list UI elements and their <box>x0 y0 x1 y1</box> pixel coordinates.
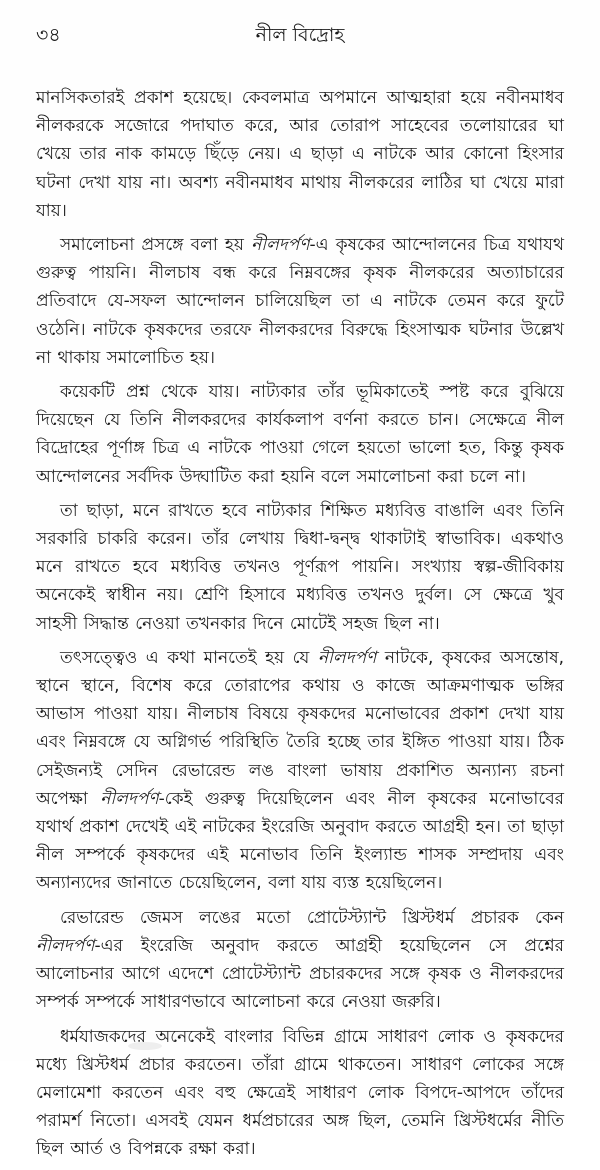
paragraph-p6 <box>36 904 564 1017</box>
text-run: সমালোচনা প্রসঙ্গে বলা হয় <box>60 235 252 256</box>
text-run: তা ছাড়া, মনে রাখতে হবে নাট্যকার শিক্ষিত মধ্যবিত্ত বাঙালি এবং তিনি সরকারি চাকরি করেন। তাঁর লেখায় দ্বিধা-দ্বন্দ্ব থাকাটাই স্বাভাবিক। একথাও মনে রাখতে হবে মধ্যবিত্ত তখনও পূর্ণরূপ পায়নি। সংখ্যায় স্বল্প-জীবিকায় অনেকেই স্বাধীন নয়। শ্রেণি হিসাবে মধ্যবিত্ত তখনও দুর্বল। সে ক্ষেত্রে খুব সাহসী সিদ্ধান্ত নেওয়া তখনকার দিনে মোটেই সহজ ছিল না। <box>36 500 564 634</box>
paragraph-p2 <box>36 231 564 372</box>
paragraph-p3 <box>36 378 564 491</box>
page-header <box>36 20 564 50</box>
text-run: -এ কৃষকের আন্দোলনের চিত্র যথাযথ গুরুত্ব পায়নি। নীলচাষ বন্ধ করে নিম্নবঙ্গের কৃষক নীলকরের অত্যাচারের প্রতিবাদে যে-সফল আন্দোলন চালিয়েছিল তা এ নাটকে তেমন করে ফুটে ওঠেনি। নাটকে কৃষকদের তরফে নীলকরদের বিরুদ্ধে হিংসাত্মক ঘটনার উল্লেখ না থাকায় সমালোচিত হয়। <box>36 235 564 368</box>
text-run: -কেই গুরুত্ব দিয়েছিলেন এবং নীল কৃষকের মনোভাবের যথার্থ প্রকাশ দেখেই এই নাটকের ইংরেজি অনুবাদ করতে আগ্রহী হন। তা ছাড়া নীল সম্পর্কে কৃষকদের এই মনোভাব তিনি ইংল্যান্ড শাসক সম্প্রদায় এবং অন্যান্যদের জানাতে চেয়েছিলেন, বলা যায় ব্যস্ত হয়েছিলেন। <box>36 788 565 894</box>
italic-title-run: নীলদর্পণ <box>317 647 377 668</box>
paragraph-p7 <box>36 1023 564 1164</box>
text-run: তৎসত্ত্বেও এ কথা মানতেই হয় যে <box>60 647 318 668</box>
page-number: ৩৪ <box>36 24 61 46</box>
paragraph-p5 <box>36 644 564 898</box>
paragraph-p1 <box>36 84 564 225</box>
paper-smudge <box>128 1042 162 1050</box>
italic-title-run: নীলদর্পণ <box>251 235 310 256</box>
body-text <box>36 84 564 1170</box>
text-run: -এর ইংরেজি অনুবাদ করতে আগ্রহী হয়েছিলেন সে প্রশ্নের আলোচনার আগে এদেশে প্রোটেস্ট্যান্ট প্রচারকদের সঙ্গে কৃষক ও নীলকরদের সম্পর্ক সম্পর্কে সাধারণভাবে আলোচনা করে নেওয়া জরুরি। <box>36 935 564 1013</box>
text-run: কয়েকটি প্রশ্ন থেকে যায়। নাট্যকার তাঁর ভূমিকাতেই স্পষ্ট করে বুঝিয়ে দিয়েছেন যে তিনি নীলকরদের কার্যকলাপ বর্ণনা করতে চান। সেক্ষেত্রে নীল বিদ্রোহের পূর্ণাঙ্গ চিত্র এ নাটকে পাওয়া গেলে হয়তো ভালো হত, কিন্তু কৃষক আন্দোলনের সর্বদিক উদ্ঘাটিত করা হয়নি বলে সমালোচনা করা চলে না। <box>36 382 564 487</box>
running-title: নীল বিদ্রোহ <box>255 24 345 46</box>
text-run: নাটকে, কৃষকের অসন্তোষ, স্থানে স্থানে, বিশেষ করে তোরাপের কথায় ও কাজে আক্রমণাত্মক ভঙ্গির আভাস পাওয়া যায়। নীলচাষ বিষয়ে কৃষকদের মনোভাবের প্রকাশ দেখা যায় এবং নিম্নবঙ্গে যে অগ্নিগর্ভ পরিস্থিতি তৈরি হচ্ছে তার ইঙ্গিত পাওয়া যায়। ঠিক সেইজন্যই সেদিন রেভারেন্ড লঙ বাংলা ভাষায় প্রকাশিত অন্যান্য রচনা অপেক্ষা <box>36 647 564 809</box>
italic-title-run: নীলদর্পণ <box>36 935 95 956</box>
text-run: মানসিকতারই প্রকাশ হয়েছে। কেবলমাত্র অপমানে আত্মহারা হয়ে নবীনমাধব নীলকরকে সজোরে পদাঘাত করে, আর তোরাপ সাহেবের তলোয়ারের ঘা খেয়ে তার নাক কামড়ে ছিঁড়ে নেয়। এ ছাড়া এ নাটকে আর কোনো হিংসার ঘটনা দেখা যায় না। অবশ্য নবীনমাধব মাথায় নীলকরের লাঠির ঘা খেয়ে মারা যায়। <box>36 88 564 221</box>
text-run: রেভারেন্ড জেমস লঙের মতো প্রোটেস্ট্যান্ট খ্রিস্টধর্ম প্রচারক কেন <box>60 907 564 928</box>
paragraph-p4 <box>36 497 564 638</box>
text-run: ধর্মযাজকদের অনেকেই বাংলার বিভিন্ন গ্রামে সাধারণ লোক ও কৃষকদের মধ্যে খ্রিস্টধর্ম প্রচার করতেন। তাঁরা গ্রামে থাকতেন। সাধারণ লোকের সঙ্গে মেলামেশা করতেন এবং বহু ক্ষেত্রেই সাধারণ লোক বিপদে-আপদে তাঁদের পরামর্শ নিতো। এসবই যেমন ধর্মপ্রচারের অঙ্গ ছিল, তেমনি খ্রিস্টধর্মের নীতি ছিল আর্ত ও বিপন্নকে রক্ষা করা। <box>36 1026 564 1160</box>
italic-title-run: নীলদর্পণ <box>100 788 159 809</box>
